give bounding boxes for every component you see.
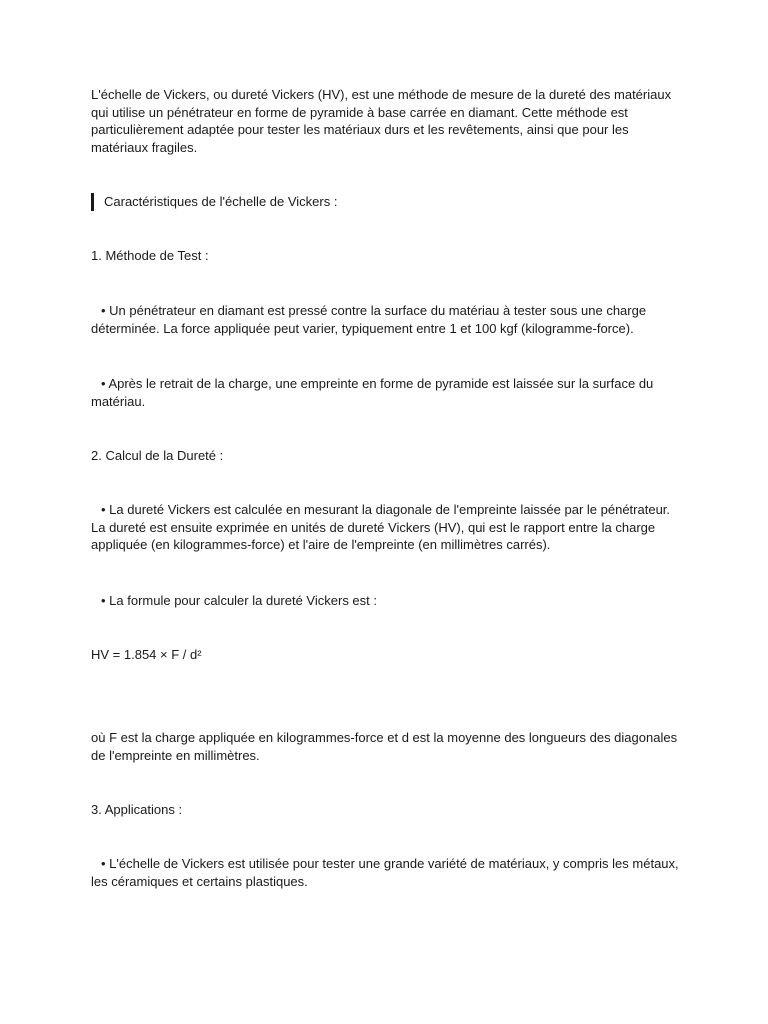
section-2-bullet-1: • La dureté Vickers est calculée en mesurant la diagonale de l'empreinte laissée par le pénétrateur. La dureté est ensuite exprimée en unités de dureté Vickers (HV), qui est le rapport entre la charge appliquée (en kilogrammes-force) et l'aire de l'empreinte (en millimètres carrés).	[91, 502, 671, 552]
intro-paragraph: L'échelle de Vickers, ou dureté Vickers (HV), est une méthode de mesure de la dureté des matériaux qui utilise un pénétrateur en forme de pyramide à base carrée en diamant. Cette méthode est particulièrement adaptée pour tester les matériaux durs et les revêtements, ainsi que pour les matériaux fragiles.	[91, 87, 672, 155]
formula-explanation: où F est la charge appliquée en kilogrammes-force et d est la moyenne des longueurs des diagonales de l'empreinte en millimètres.	[91, 730, 678, 763]
hardness-formula: HV = 1.854 × F / d²	[91, 647, 202, 662]
section-3-title: 3. Applications :	[91, 802, 183, 817]
section-heading: Caractéristiques de l'échelle de Vickers :	[91, 193, 681, 211]
section-1-bullet-1: • Un pénétrateur en diamant est pressé contre la surface du matériau à tester sous une charge déterminée. La force appliquée peut varier, typiquement entre 1 et 100 kgf (kilogramme-force).	[91, 303, 647, 336]
section-1-title: 1. Méthode de Test :	[91, 248, 209, 263]
section-1-bullet-2: • Après le retrait de la charge, une empreinte en forme de pyramide est laissée sur la surface du matériau.	[91, 376, 654, 409]
document-page	[91, 0, 681, 1024]
section-3-bullet-1: • L'échelle de Vickers est utilisée pour tester une grande variété de matériaux, y compris les métaux, les céramiques et certains plastiques.	[91, 856, 679, 889]
section-2-title: 2. Calcul de la Dureté :	[91, 448, 224, 463]
section-2-bullet-2: • La formule pour calculer la dureté Vickers est :	[101, 593, 377, 608]
